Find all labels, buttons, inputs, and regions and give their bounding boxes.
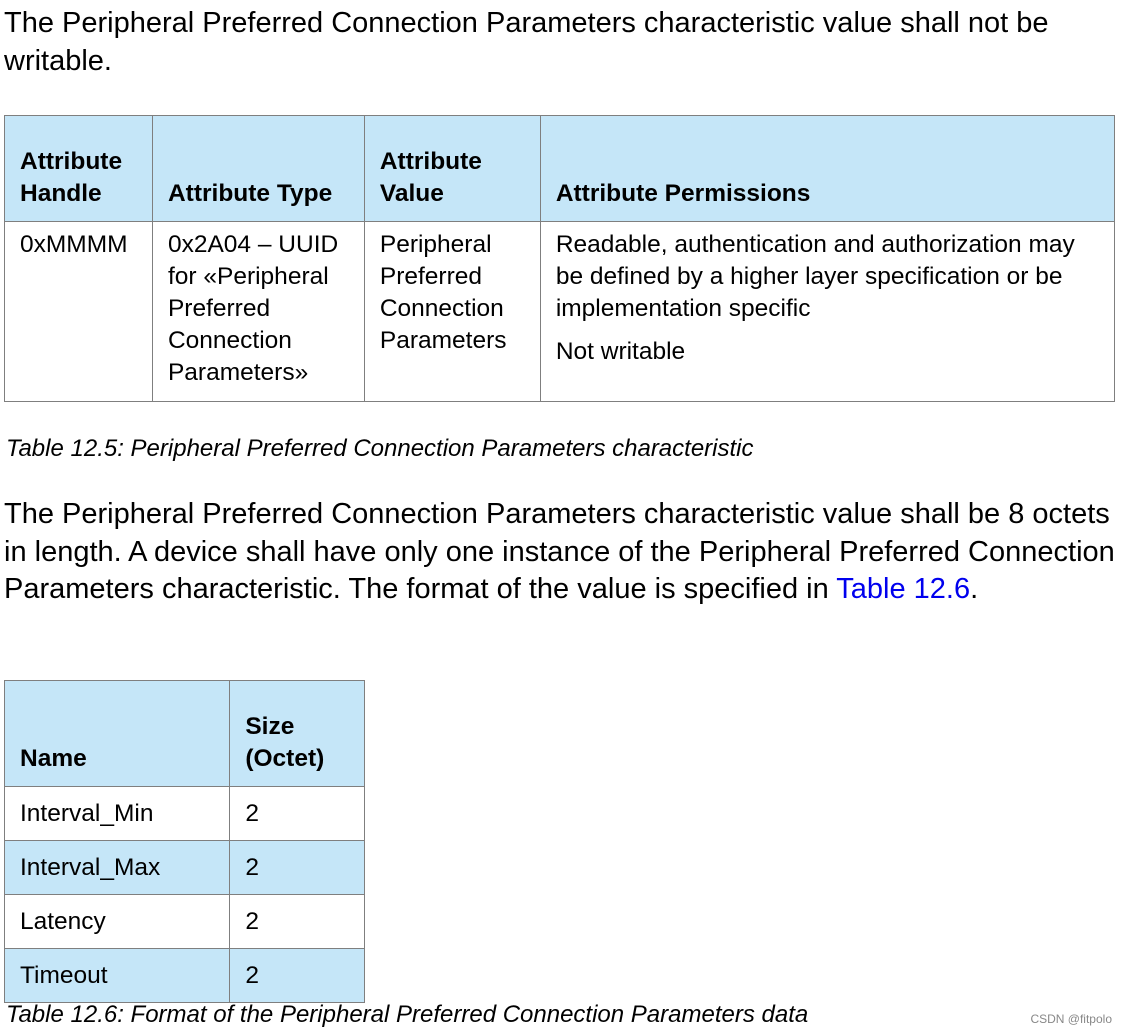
cell-name: Latency — [5, 895, 230, 949]
table-header-row — [5, 681, 365, 787]
cell-attribute-type: 0x2A04 – UUID for «Peripheral Preferred Connection Parameters» — [152, 222, 364, 402]
header-attribute-value: Attribute Value — [364, 116, 540, 222]
permissions-readable-text: Readable, authentication and authorization may be defined by a higher layer specification or be implementation specific — [555, 231, 1075, 322]
format-table — [4, 680, 365, 1003]
header-attribute-permissions: Attribute Permissions — [540, 116, 1114, 222]
cell-name: Interval_Min — [5, 787, 230, 841]
table-row — [5, 895, 365, 949]
table-row — [5, 841, 365, 895]
header-attribute-handle: Attribute Handle — [5, 116, 153, 222]
table-header-row — [5, 116, 1115, 222]
cell-size: 2 — [230, 949, 365, 1003]
header-name: Name — [5, 681, 230, 787]
table-caption-12-5: Table 12.5: Peripheral Preferred Connection Parameters characteristic — [6, 435, 754, 462]
cell-attribute-handle: 0xMMMM — [5, 222, 153, 402]
cell-size: 2 — [230, 841, 365, 895]
intro-paragraph: The Peripheral Preferred Connection Parameters characteristic value shall not be writable. — [4, 7, 1049, 77]
table-12-6-link[interactable]: Table 12.6 — [836, 573, 971, 605]
format-paragraph-end: . — [970, 573, 979, 605]
permissions-not-writable-text: Not writable — [555, 338, 686, 365]
header-size: Size (Octet) — [230, 681, 365, 787]
characteristic-table — [4, 115, 1115, 402]
header-attribute-type: Attribute Type — [152, 116, 364, 222]
cell-name: Timeout — [5, 949, 230, 1003]
cell-size: 2 — [230, 787, 365, 841]
table-row — [5, 949, 365, 1003]
watermark: CSDN @fitpolo — [1030, 1012, 1112, 1026]
cell-name: Interval_Max — [5, 841, 230, 895]
table-caption-12-6: Table 12.6: Format of the Peripheral Preferred Connection Parameters data — [6, 1001, 809, 1028]
cell-attribute-value: Peripheral Preferred Connection Parameters — [364, 222, 540, 402]
cell-attribute-permissions — [540, 222, 1114, 402]
table-row — [5, 222, 1115, 402]
format-paragraph — [4, 496, 1119, 609]
format-paragraph-text: The Peripheral Preferred Connection Parameters characteristic value shall be 8 octets in length. A device shall have only one instance of the Peripheral Preferred Connection Parameters characteristic. The format of the value is specified in — [4, 498, 1115, 605]
table-row — [5, 787, 365, 841]
cell-size: 2 — [230, 895, 365, 949]
